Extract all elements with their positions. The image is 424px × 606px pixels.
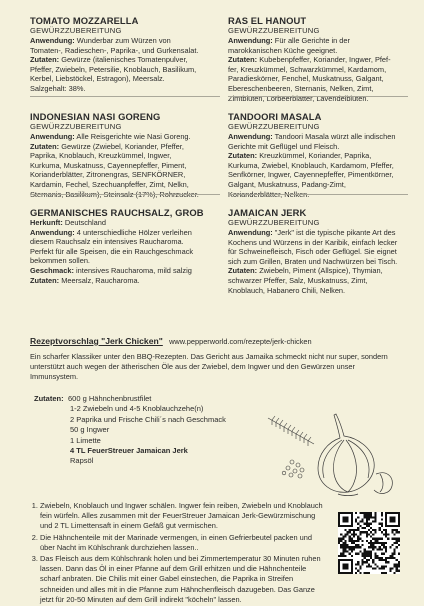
qr-code-icon[interactable] — [338, 512, 400, 574]
product-text-line — [30, 180, 220, 190]
product-title: TOMATO MOZZARELLA — [30, 15, 139, 26]
field-text: diesem Rauchsalz ein intensives Raucharoma. — [30, 237, 184, 247]
rosemary-icon — [268, 416, 314, 446]
field-text: marokkanischen Küche geeignet. — [228, 45, 338, 55]
field-label: Anwendung: — [228, 132, 273, 141]
field-text: Perfekt für alle Speisen, die ein Rauchgeschmack — [30, 246, 194, 256]
field-text: Tandoori Masala würzt alle indischen — [272, 132, 396, 141]
garlic-icon — [318, 414, 392, 496]
product-text-line — [30, 256, 220, 266]
product-subtitle: GEWÜRZZUBEREITUNG — [30, 26, 122, 35]
field-text: Kubebenpfeffer, Koriander, Ingwer, Pfef- — [257, 55, 391, 65]
product-subtitle: GEWÜRZZUBEREITUNG — [228, 122, 320, 131]
recipe-title: Rezeptvorschlag "Jerk Chicken" — [30, 336, 163, 346]
product-text-line — [30, 132, 220, 142]
product-text-line — [30, 170, 220, 180]
product-text-line — [30, 84, 220, 94]
ingredient-item: 4 TL FeuerStreuer Jamaican Jerk — [70, 446, 188, 456]
field-label: Herkunft: — [30, 218, 63, 227]
field-label: Zutaten: — [228, 266, 258, 276]
field-text: Deutschland — [62, 218, 106, 227]
steps-block — [30, 501, 326, 606]
field-text: Kerbel, Liebstöckel, Estragon), Meersalz. — [30, 74, 165, 84]
product-text-line — [30, 36, 220, 46]
garlic-rosemary-pepper-illustration-icon — [262, 410, 402, 500]
field-label: Zutaten: — [30, 275, 60, 285]
field-label: Geschmack: — [30, 265, 74, 275]
recipe-section — [30, 336, 396, 604]
product-subtitle: GEWÜRZZUBEREITUNG — [228, 218, 320, 227]
field-label: Zutaten: — [30, 141, 60, 151]
product-card — [30, 14, 220, 96]
field-text: Kurkuma, Zwiebel, Knoblauch, Kardamom, Pfeffer, — [228, 160, 394, 170]
field-text: Gerichte mit Geflügel und Fleisch. — [228, 141, 340, 151]
product-text-line — [30, 74, 220, 84]
field-text: Paprika, Knoblauch, Kreuzkümmel, Ingwer, — [30, 151, 172, 161]
field-text: bekommen sollen. — [30, 256, 90, 266]
product-text-line — [228, 84, 408, 94]
peppercorns-icon — [282, 460, 304, 478]
field-text: "Jerk" ist die typische pikante Art des — [272, 228, 396, 237]
product-text-line — [30, 142, 220, 152]
product-card — [30, 194, 220, 290]
product-text-line — [228, 266, 408, 276]
field-text: Paradieskörner, Fenchel, Muskatnuss, Galgant, — [228, 74, 384, 84]
recipe-step: 2. Die Hähnchenteile mit der Marinade vermengen, in einen Gefrierbeutel packen und über Nacht im Kühlschrank durchziehen lassen.. — [40, 533, 326, 553]
product-text-line — [228, 151, 408, 161]
field-text: schwarzer Pfeffer, Salz, Muskatnuss, Zimt, — [228, 275, 368, 285]
recipe-header — [30, 336, 396, 347]
field-label: Anwendung: — [228, 228, 273, 237]
field-text: Korianderblätter, Nelken. — [228, 189, 310, 199]
ingredient-item: 1-2 Zwiebeln und 4-5 Knoblauchzehe(n) — [70, 404, 204, 414]
product-text-line — [228, 36, 408, 46]
product-title: JAMAICAN JERK — [228, 207, 307, 218]
product-text-line — [30, 46, 220, 56]
ingredients-list — [30, 394, 270, 467]
field-text: Ebereschenbeeren, Sternanis, Nelken, Zimt, — [228, 83, 374, 93]
product-subtitle: GEWÜRZZUBEREITUNG — [228, 26, 320, 35]
field-text: Senfkörner, Ingwer, Cayennepfeffer, Pimentkörner, — [228, 170, 394, 180]
steps-list — [30, 501, 326, 605]
field-label: Zutaten: — [228, 55, 258, 65]
product-title: TANDOORI MASALA — [228, 111, 322, 122]
field-text: Sternanis, Basilikum), Steinsalz (17%), Rohrzucker. — [30, 189, 199, 199]
product-text-line — [30, 247, 220, 257]
field-text: Gewürze (italienisches Tomatenpulver, — [59, 55, 188, 65]
field-text: Kochens und Würzens in der Karibik, einfach lecker — [228, 237, 398, 247]
ingredient-item: 2 Paprika und Frische Chili´s nach Geschmack — [70, 414, 226, 424]
product-text-line — [228, 238, 408, 248]
recipe-step: 3. Das Fleisch aus dem Kühlschrank holen und bei Zimmertemperatur 30 Minuten ruhen lassen. Dann das Öl in einer Pfanne auf dem Grill erhitzen und die Hähnchenteile scharf anbraten. Die Chilis mit einer Gabel einstechen, die Paprika in Streifen schneiden und alles mit in die Pfanne zum Hähnchenfleisch dazugeben. Das Ganze jetzt für 20-50 Minuten auf dem Grill indirekt "köcheln" lassen. — [40, 554, 326, 605]
product-text-line — [30, 161, 220, 171]
product-text-line — [30, 228, 220, 238]
field-label: Anwendung: — [30, 227, 75, 237]
product-text-line — [30, 218, 220, 228]
field-text: Tomaten-, Radieschen-, Paprika-, und Gurkensalat. — [30, 45, 199, 55]
product-card — [228, 14, 408, 103]
product-text-line — [228, 228, 408, 238]
field-label: Anwendung: — [30, 132, 75, 141]
recipe-url[interactable]: www.pepperworld.com/rezepte/jerk-chicken — [169, 337, 312, 346]
field-label: Anwendung: — [228, 36, 273, 45]
field-text: Zwiebeln, Piment (Allspice), Thymian, — [257, 266, 383, 276]
field-text: Kreuzkümmel, Koriander, Paprika, — [257, 151, 372, 161]
ingredient-item: 1 Limette — [70, 435, 101, 445]
field-text: Für alle Gerichte in der — [272, 36, 350, 45]
product-text-line — [228, 132, 408, 142]
field-text: intensives Raucharoma, mild salzig — [73, 265, 192, 275]
product-text-line — [228, 74, 408, 84]
field-text: Salzgehalt: 38%. — [30, 83, 86, 93]
ingredients-label: Zutaten: — [34, 394, 64, 403]
field-text: Zimtblüten, Lorbeerblätter, Lavendelblüten. — [228, 93, 369, 103]
product-text-line — [228, 286, 408, 296]
field-text: Knoblauch, Habanero Chili, Nelken. — [228, 285, 346, 295]
product-text-line — [228, 276, 408, 286]
product-subtitle: GEWÜRZZUBEREITUNG — [30, 122, 122, 131]
product-text-line — [228, 170, 408, 180]
product-text-line — [228, 257, 408, 267]
field-text: Kurkuma, Muskatnuss, Cayennepfeffer, Piment, — [30, 160, 187, 170]
product-text-line — [228, 65, 408, 75]
field-text: Pfeffer, Zwiebeln, Petersilie, Knoblauch, Basilikum, — [30, 64, 197, 74]
field-text: Korianderblätter, Zitronengras, SENFKÖRNER, — [30, 170, 186, 180]
product-text-line — [30, 237, 220, 247]
ingredient-item: 600 g Hähnchenbrustfilet — [68, 394, 152, 403]
ingredients-block — [30, 394, 270, 467]
product-text-line — [30, 65, 220, 75]
ingredient-item: Rapsöl — [70, 456, 94, 466]
product-text-line — [30, 266, 220, 276]
product-title: GERMANISCHES RAUCHSALZ, GROB — [30, 207, 204, 218]
field-text: Meersalz, Raucharoma. — [59, 275, 140, 285]
product-card — [228, 93, 408, 199]
product-text-line — [228, 180, 408, 190]
recipe-intro: Ein scharfer Klassiker unter den BBQ-Rezepten. Das Gericht aus Jamaika schmeckt nicht nur super, sondern unterstützt auch wegen der ätherischen Öle aus der Zwiebel, dem Ingwer und den Gewürzen unser Immunsystem. — [30, 352, 388, 381]
field-text: fer, Kreuzkümmel, Schwarzkümmel, Kardamom, — [228, 64, 387, 74]
product-text-line — [228, 55, 408, 65]
product-grid — [30, 14, 400, 295]
product-text-line — [228, 142, 408, 152]
field-text: Wunderbar zum Würzen von — [74, 36, 171, 45]
field-text: Gewürze (Zwiebel, Koriander, Pfeffer, — [59, 141, 184, 151]
recipe-step: 1. Zwiebeln, Knoblauch und Ingwer schälen. Ingwer fein reiben, Zwiebeln und Knoblauch fein würfeln. Alles zusammen mit der FeuerStreuer Jamaican Jerk-Gewürzmischung und 2 TL Limettensaft in einem Gefäß gut vermischen. — [40, 501, 326, 532]
field-label: Zutaten: — [30, 55, 60, 65]
field-text: sich zum Grillen, Braten und Nachwürzen bei Tisch. — [228, 256, 398, 266]
product-title: RAS EL HANOUT — [228, 15, 307, 26]
field-label: Anwendung: — [30, 36, 75, 45]
product-text-line — [228, 247, 408, 257]
product-title: INDONESIAN NASI GORENG — [30, 111, 161, 122]
field-text: Galgant, Muskatnuss, Padang-Zimt, — [228, 179, 346, 189]
field-text: 4 unterschiedliche Hölzer verleihen — [74, 227, 192, 237]
product-text-line — [30, 276, 220, 286]
product-text-line — [30, 55, 220, 65]
product-text-line — [30, 151, 220, 161]
product-text-line — [228, 46, 408, 56]
field-text: Kardamin, Fechel, Szechuanpfeffer, Zimt, Nelkn, — [30, 179, 189, 189]
product-card — [228, 194, 408, 295]
product-text-line — [228, 161, 408, 171]
ingredient-item: 50 g Ingwer — [70, 425, 110, 435]
product-card — [30, 96, 220, 199]
field-label: Zutaten: — [228, 151, 258, 161]
field-text: für Schweinefleisch, Fisch oder Geflügel. Sie eignet — [228, 247, 397, 257]
field-text: Alle Reisgerichte wie Nasi Goreng. — [74, 132, 191, 141]
